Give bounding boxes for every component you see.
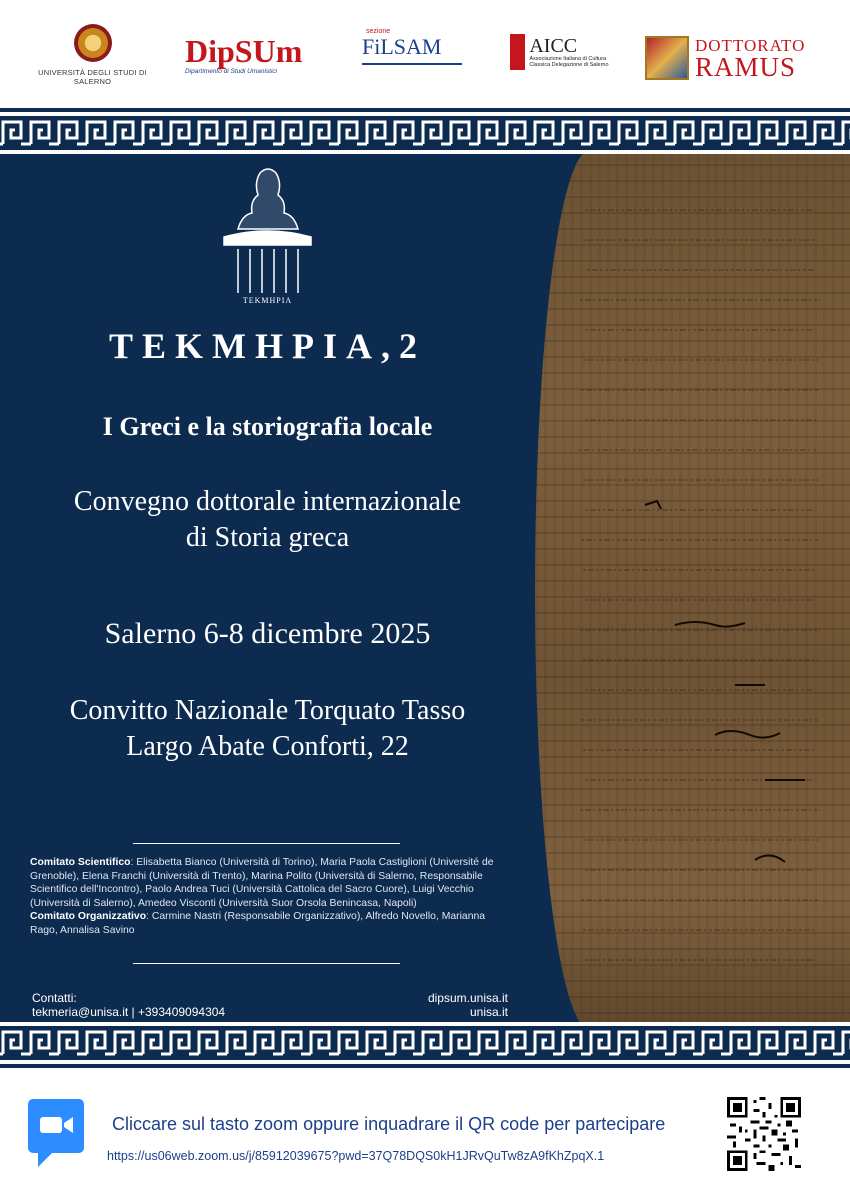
scientific-committee-members: : Elisabetta Bianco (Università di Torino), Maria Paola Castiglioni (Université de Grenoble), Elena Franchi (Università di Trento), Marina Polito (Università di Salerno, Responsabile Scientifico dell'Incontro), Paolo Andrea Tuci (Università Cattolica del Sacro Cuore), Luigi Vecchio (Università di Salerno), Amedeo Visconti (Università Suor Orsola Benincasa, Napoli) <box>30 857 494 909</box>
qr-code-icon[interactable] <box>727 1097 801 1171</box>
websites-block <box>380 991 508 1019</box>
ramus-logo-bottom: RAMUS <box>695 51 797 82</box>
athena-column-emblem-icon <box>220 165 315 305</box>
committees-block <box>30 856 512 938</box>
venue-line-2: Largo Abate Conforti, 22 <box>126 731 409 762</box>
dipsum-site-link[interactable]: dipsum.unisa.it <box>427 991 508 1005</box>
event-venue <box>0 693 535 765</box>
contacts-label: Contatti: <box>32 991 77 1005</box>
contacts-block <box>32 991 225 1019</box>
aicc-logo-sub: Associazione Italiana di Cultura Classica Delegazione di Salerno <box>529 55 609 68</box>
venue-line-1: Convitto Nazionale Torquato Tasso <box>69 695 466 726</box>
partner-logos <box>0 0 850 105</box>
filsam-underline <box>362 63 462 65</box>
event-subtitle: I Greci e la storiografia locale <box>102 412 433 441</box>
unisa-label: UNIVERSITÀ DEGLI STUDI DI SALERNO <box>38 68 147 86</box>
dipsum-logo-sub: Dipartimento di Studi Umanistici <box>185 68 278 75</box>
zoom-url-link[interactable]: https://us06web.zoom.us/j/85912039675?pwd=37Q78DQS0kH1JRvQuTw8zA9fKhZpqX.1 <box>107 1149 605 1163</box>
zoom-instruction: Cliccare sul tasto zoom oppure inquadrare il QR code per partecipare <box>112 1114 666 1134</box>
papyrus-image <box>535 150 850 1030</box>
divider-bottom <box>133 963 400 964</box>
ramus-miniature-icon <box>645 36 689 80</box>
conference-line-1: Convegno dottorale internazionale <box>73 486 462 517</box>
zoom-video-icon[interactable] <box>26 1097 86 1169</box>
aicc-logo <box>510 34 610 70</box>
organizing-committee-label: Comitato Organizzativo <box>30 911 147 923</box>
filsam-logo <box>362 28 472 65</box>
divider-top <box>133 843 400 844</box>
unisa-logo <box>30 24 155 86</box>
dipsum-logo-text: DipSUm <box>185 33 303 69</box>
unisa-seal-icon <box>74 24 112 62</box>
italy-map-icon <box>510 34 525 70</box>
dipsum-logo <box>185 33 330 75</box>
emblem-caption: ΤΕΚΜΗΡΙΑ <box>242 296 293 305</box>
greek-key-border-top <box>0 112 850 154</box>
organizing-committee-members: : Carmine Nastri (Responsabile Organizzativo), Alfredo Novello, Marianna Rago, Annalisa Savino <box>30 911 486 936</box>
filsam-logo-text: FiLSAM <box>362 34 442 59</box>
series-title: ΤΕΚΜΗΡΙΑ,2 <box>108 326 426 366</box>
ramus-logo <box>645 36 810 80</box>
conference-description <box>0 484 535 556</box>
papyrus-writing-icon <box>565 170 835 1010</box>
ramus-logo-top: DOTTORATO <box>695 35 806 55</box>
conference-line-2: di Storia greca <box>185 522 350 553</box>
aicc-logo-text: AICC <box>529 34 578 57</box>
greek-key-border-bottom <box>0 1022 850 1064</box>
unisa-site-link[interactable]: unisa.it <box>469 1005 508 1019</box>
scientific-committee-label: Comitato Scientifico <box>30 857 131 868</box>
filsam-small-label: sezione <box>366 28 391 35</box>
contacts-line[interactable]: tekmeria@unisa.it | +393409094304 <box>32 1005 226 1019</box>
event-date: Salerno 6-8 dicembre 2025 <box>104 617 431 650</box>
